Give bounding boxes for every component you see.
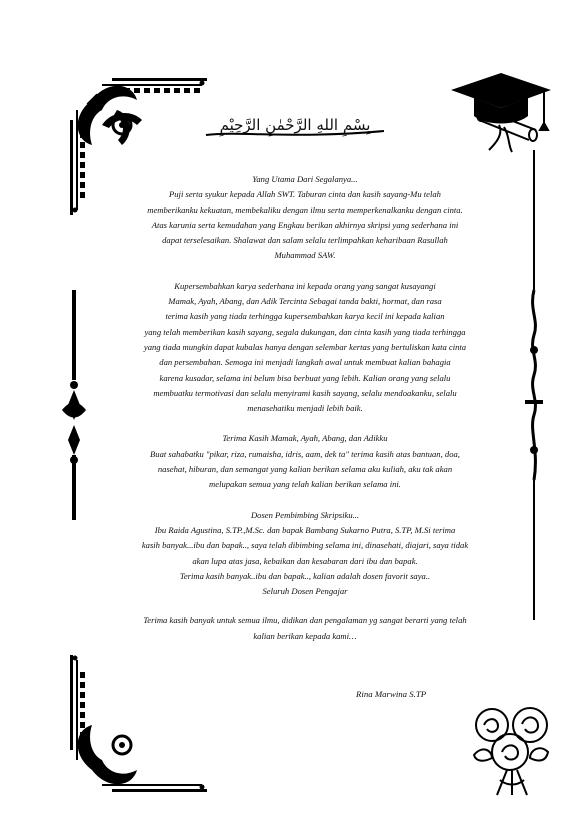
basmala-calligraphy xyxy=(200,113,390,141)
right-border-icon xyxy=(525,150,545,620)
text-line: nasehat, hiburan, dan semangat yang kalian berikan selama aku kuliah, aku tak akan xyxy=(157,464,453,475)
spacer xyxy=(100,264,510,279)
corner-ornament-bottom-icon xyxy=(62,650,212,800)
text-line: Terima kasih banyak..ibu dan bapak.., kalian adalah dosen favorit saya.. xyxy=(179,570,431,581)
text-line: Buat sahabatku "pikar, riza, rumaisha, idris, aam, dek ta" terima kasih atas bantuan, doa, xyxy=(150,448,460,459)
basmala-text: بِسْمِ اللهِ الرَّحْمٰنِ الرَّحِيْمِ xyxy=(219,116,371,134)
text-line: Puji serta syukur kepada Allah SWT. Taburan cinta dan kasih sayang-Mu telah xyxy=(169,189,441,200)
dedication-text xyxy=(100,172,510,644)
text-line: kasih banyak...ibu dan bapak.., saya telah dibimbing selama ini, dinasehati, diajari, saya tidak xyxy=(141,540,469,551)
text-line: karena kusadar, selama ini belum bisa berbuat yang lebih. Kalian orang yang selalu xyxy=(159,372,451,383)
section-heading: Dosen Pembimbing Skripsiku... xyxy=(250,509,360,520)
text-line: memberikanku kekuatan, membekaliku dengan ilmu serta memperkenalkanku dengan cinta. xyxy=(147,204,463,215)
text-line: Mamak, Ayah, Abang, dan Adik Tercinta Sebagai tanda bakti, hormat, dan rasa xyxy=(168,296,442,307)
text-line: yang telah memberikan kasih sayang, segala dukungan, dan cinta kasih yang tiada terhingga xyxy=(144,326,466,337)
spacer xyxy=(100,493,510,508)
spacer xyxy=(100,599,510,613)
text-line: yang tiada mungkin dapat kubalas hanya dengan selembar kertas yang bertuliskan kata cinta xyxy=(143,341,467,352)
text-line: membuatku termotivasi dan selalu menyirami kasih sayang, selalu mendoakanku, selalu xyxy=(153,387,457,398)
diploma-scroll-icon xyxy=(474,105,554,155)
text-line: terima kasih yang tiada terhingga kupersembahkan karya kecil ini kepada kalian xyxy=(165,311,445,322)
rose-bouquet-icon xyxy=(462,700,562,800)
text-line: Atas karunia serta kemudahan yang Engkau berikan akhirnya skripsi yang sederhana ini xyxy=(151,219,459,230)
text-line: Seluruh Dosen Pengajar xyxy=(262,586,348,597)
text-line: akan lupa atas jasa, kebaikan dan kesabaran dari ibu dan bapak. xyxy=(192,555,418,566)
text-line: melupakan semua yang telah kalian berikan selama ini. xyxy=(209,479,401,490)
text-line: Terima kasih banyak untuk semua ilmu, didikan dan pengalaman yg sangat berarti yang telah xyxy=(143,615,467,626)
text-line: kalian berikan kepada kami… xyxy=(253,630,357,641)
section-heading: Yang Utama Dari Segalanya... xyxy=(252,174,358,184)
spacer xyxy=(100,416,510,431)
text-line: Muhammad SAW. xyxy=(274,250,336,261)
signature: Rina Marwina S.TP xyxy=(356,689,427,699)
text-line: dan persembahan. Semoga ini menjadi langkah awal untuk membuat kalian bahagia xyxy=(159,357,451,368)
section-heading: Terima Kasih Mamak, Ayah, Abang, dan Adikku xyxy=(222,433,388,444)
text-line: Kupersembahkan karya sederhana ini kepada orang yang sangat kusayangi xyxy=(174,280,436,291)
text-line: dapat terselesaikan. Shalawat dan salam selalu terlimpahkan keharibaan Rasullah xyxy=(162,235,448,246)
text-line: Ibu Raida Agustina, S.TP.,M.Sc. dan bapak Bambang Sukarno Putra, S.TP, M.Si terima xyxy=(154,524,456,535)
side-ornament-icon xyxy=(60,290,88,520)
text-line: menasehatiku menjadi lebih baik. xyxy=(247,403,363,414)
